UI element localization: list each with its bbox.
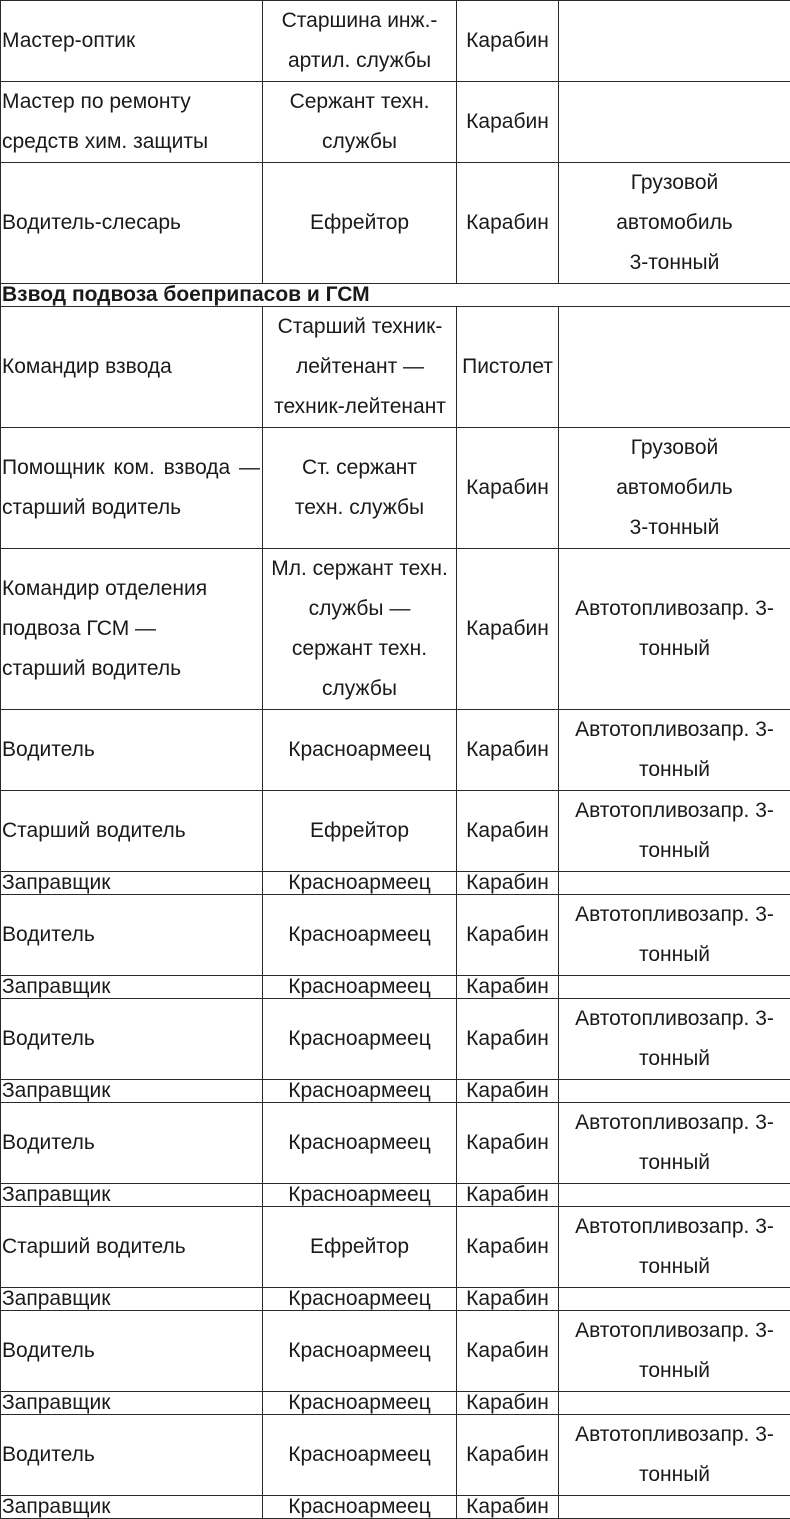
position-cell: Заправщик: [1, 1496, 263, 1519]
rank-text: Сержант техн. службы: [290, 82, 430, 162]
vehicle-text: Автотопливозапр. 3-тонный: [570, 1207, 780, 1287]
vehicle-text: Автотопливозапр. 3-тонный: [570, 710, 780, 790]
position-text: Мастер по ремонту средств хим. защиты: [2, 82, 252, 162]
weapon-cell: Карабин: [457, 428, 559, 549]
position-cell: Заправщик: [1, 1184, 263, 1207]
position-cell: Заправщик: [1, 872, 263, 895]
weapon-cell: Карабин: [457, 791, 559, 872]
vehicle-cell: [559, 976, 790, 999]
rank-cell: [263, 428, 457, 549]
rank-cell: Ефрейтор: [263, 791, 457, 872]
table-row: [1, 1184, 790, 1207]
vehicle-cell: [559, 163, 790, 284]
vehicle-cell: [559, 1207, 790, 1288]
position-text: Помощник ком. взвода — старший водитель: [2, 448, 260, 528]
rank-cell: Ефрейтор: [263, 1207, 457, 1288]
rank-text: Старший техник-лейтенант — техник-лейтенант: [264, 307, 456, 427]
vehicle-text: Автотопливозапр. 3-тонный: [570, 589, 780, 669]
weapon-cell: Карабин: [457, 1, 559, 82]
table-row: [1, 1415, 790, 1496]
weapon-cell: Карабин: [457, 710, 559, 791]
weapon-cell: Карабин: [457, 1496, 559, 1519]
position-cell: Водитель: [1, 710, 263, 791]
table-row: [1, 1496, 790, 1519]
rank-cell: Красноармеец: [263, 1184, 457, 1207]
vehicle-cell: [559, 1184, 790, 1207]
position-cell: Водитель-слесарь: [1, 163, 263, 284]
position-cell: Водитель: [1, 999, 263, 1080]
weapon-cell: Карабин: [457, 999, 559, 1080]
vehicle-cell: [559, 1080, 790, 1103]
rank-cell: Красноармеец: [263, 895, 457, 976]
rank-cell: Красноармеец: [263, 1392, 457, 1415]
vehicle-cell: [559, 82, 790, 163]
weapon-cell: Карабин: [457, 1392, 559, 1415]
vehicle-cell: [559, 791, 790, 872]
position-cell: Водитель: [1, 1311, 263, 1392]
rank-cell: Красноармеец: [263, 1103, 457, 1184]
weapon-cell: Карабин: [457, 549, 559, 710]
position-cell: Мастер-оптик: [1, 1, 263, 82]
weapon-cell: Карабин: [457, 872, 559, 895]
vehicle-cell: [559, 307, 790, 428]
rank-cell: Красноармеец: [263, 710, 457, 791]
table-row: [1, 1207, 790, 1288]
vehicle-cell: [559, 1496, 790, 1519]
position-cell: Заправщик: [1, 1392, 263, 1415]
position-cell: Водитель: [1, 1103, 263, 1184]
vehicle-text: Автотопливозапр. 3-тонный: [570, 1311, 780, 1391]
weapon-cell: Карабин: [457, 1415, 559, 1496]
rank-cell: [263, 1, 457, 82]
rank-text: Старшина инж.-артил. службы: [272, 1, 448, 81]
rank-cell: [263, 82, 457, 163]
table-row: [1, 976, 790, 999]
position-cell: Водитель: [1, 895, 263, 976]
vehicle-cell: [559, 1288, 790, 1311]
weapon-cell: Карабин: [457, 1184, 559, 1207]
position-cell: Водитель: [1, 1415, 263, 1496]
weapon-cell: Карабин: [457, 163, 559, 284]
rank-text: Мл. сержант техн. службы — сержант техн. службы: [270, 549, 450, 709]
vehicle-cell: [559, 999, 790, 1080]
vehicle-cell: [559, 710, 790, 791]
vehicle-cell: [559, 428, 790, 549]
vehicle-text: Автотопливозапр. 3-тонный: [570, 791, 780, 871]
table-row: [1, 1288, 790, 1311]
rank-cell: Ефрейтор: [263, 163, 457, 284]
table-row: [1, 710, 790, 791]
section-row: [1, 284, 790, 307]
weapon-cell: Карабин: [457, 1080, 559, 1103]
table-row: [1, 307, 790, 428]
vehicle-cell: [559, 1103, 790, 1184]
vehicle-cell: [559, 1415, 790, 1496]
table-row: [1, 1103, 790, 1184]
table-row: [1, 163, 790, 284]
rank-cell: Красноармеец: [263, 1415, 457, 1496]
vehicle-cell: [559, 895, 790, 976]
vehicle-text: Автотопливозапр. 3-тонный: [570, 895, 780, 975]
table-row: [1, 872, 790, 895]
position-cell: Командир взвода: [1, 307, 263, 428]
table-row: [1, 428, 790, 549]
vehicle-cell: [559, 1311, 790, 1392]
table-row: [1, 1392, 790, 1415]
weapon-cell: Карабин: [457, 1288, 559, 1311]
position-cell: [1, 549, 263, 710]
table-row: [1, 1311, 790, 1392]
vehicle-text: Грузовой автомобиль 3-тонный: [605, 163, 745, 283]
rank-cell: Красноармеец: [263, 872, 457, 895]
weapon-cell: Карабин: [457, 976, 559, 999]
vehicle-text: Автотопливозапр. 3-тонный: [570, 1415, 780, 1495]
weapon-cell: Карабин: [457, 1311, 559, 1392]
rank-cell: [263, 307, 457, 428]
weapon-cell: Пистолет: [457, 307, 559, 428]
vehicle-text: Грузовой автомобиль 3-тонный: [605, 428, 745, 548]
rank-cell: [263, 549, 457, 710]
staff-table-body: [1, 1, 790, 1519]
table-row: [1, 999, 790, 1080]
vehicle-cell: [559, 1392, 790, 1415]
weapon-cell: Карабин: [457, 1103, 559, 1184]
position-text: Командир отделения подвоза ГСМ — старший водитель: [2, 569, 238, 689]
table-row: [1, 1080, 790, 1103]
rank-cell: Красноармеец: [263, 999, 457, 1080]
position-cell: [1, 82, 263, 163]
vehicle-cell: [559, 1, 790, 82]
vehicle-text: Автотопливозапр. 3-тонный: [570, 1103, 780, 1183]
vehicle-text: Автотопливозапр. 3-тонный: [570, 999, 780, 1079]
weapon-cell: Карабин: [457, 1207, 559, 1288]
rank-cell: Красноармеец: [263, 1080, 457, 1103]
section-title: Взвод подвоза боеприпасов и ГСМ: [1, 284, 790, 307]
position-cell: Старший водитель: [1, 791, 263, 872]
table-row: [1, 549, 790, 710]
weapon-cell: Карабин: [457, 895, 559, 976]
rank-text: Ст. сержант техн. службы: [290, 448, 430, 528]
table-row: [1, 895, 790, 976]
position-cell: [1, 428, 263, 549]
position-cell: Заправщик: [1, 976, 263, 999]
table-row: [1, 1, 790, 82]
table-row: [1, 791, 790, 872]
rank-cell: Красноармеец: [263, 976, 457, 999]
weapon-cell: Карабин: [457, 82, 559, 163]
table-row: [1, 82, 790, 163]
vehicle-cell: [559, 872, 790, 895]
rank-cell: Красноармеец: [263, 1311, 457, 1392]
position-cell: Заправщик: [1, 1080, 263, 1103]
rank-cell: Красноармеец: [263, 1288, 457, 1311]
vehicle-cell: [559, 549, 790, 710]
position-cell: Старший водитель: [1, 1207, 263, 1288]
rank-cell: Красноармеец: [263, 1496, 457, 1519]
position-cell: Заправщик: [1, 1288, 263, 1311]
